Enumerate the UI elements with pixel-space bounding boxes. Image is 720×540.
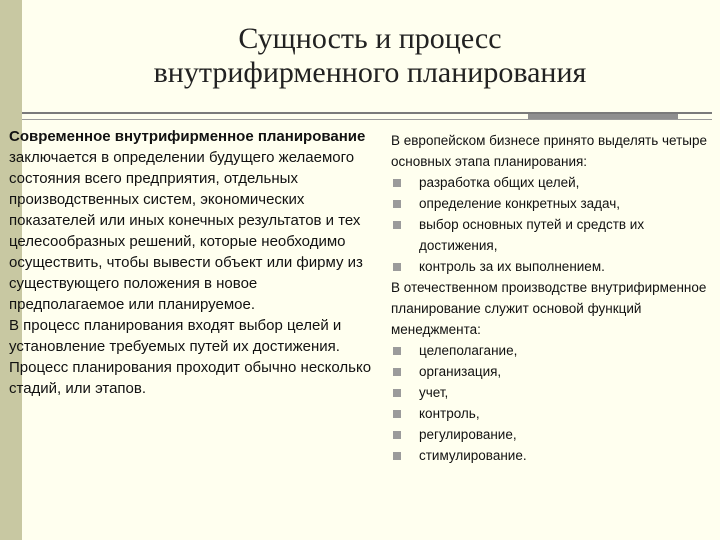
list-item: выбор основных путей и средств их достижения, — [391, 214, 711, 256]
list-item: контроль за их выполнением. — [391, 256, 711, 277]
planning-definition — [9, 126, 374, 315]
right-column — [391, 130, 711, 466]
title-divider-thin — [22, 119, 712, 120]
left-column — [9, 126, 374, 399]
square-bullet-icon — [393, 347, 401, 355]
square-bullet-icon — [393, 368, 401, 376]
definition-text: заключается в определении будущего желаемого состояния всего предприятия, отдельных производственных систем, экономических показателей или иных конечных результатов и тех целесообразных решений, которые необходимо осуществить, чтобы вывести объект или фирму из существующего положения в новое предполагаемое или планируемое. — [9, 149, 363, 313]
european-intro — [391, 130, 711, 172]
european-bold: В европейском бизнесе — [391, 133, 540, 148]
list-item: определение конкретных задач, — [391, 193, 711, 214]
square-bullet-icon — [393, 263, 401, 271]
square-bullet-icon — [393, 221, 401, 229]
functions-list — [391, 340, 711, 466]
title-line-1: Сущность и процесс — [238, 22, 502, 55]
stages-list — [391, 172, 711, 277]
domestic-text: внутрифирменное планирование служит основой функций менеджмента: — [391, 280, 707, 337]
european-text: принято выделять четыре основных этапа планирования: — [391, 133, 707, 169]
list-item: учет, — [391, 382, 711, 403]
domestic-intro — [391, 277, 711, 340]
domestic-bold: В отечественном производстве — [391, 280, 588, 295]
list-item: стимулирование. — [391, 445, 711, 466]
title-line-2: внутрифирменного планирования — [153, 56, 587, 89]
list-item: регулирование, — [391, 424, 711, 445]
square-bullet-icon — [393, 431, 401, 439]
definition-bold-intro: Современное внутрифирменное планирование — [9, 128, 366, 145]
square-bullet-icon — [393, 452, 401, 460]
square-bullet-icon — [393, 179, 401, 187]
list-item: организация, — [391, 361, 711, 382]
square-bullet-icon — [393, 200, 401, 208]
planning-process-paragraph: В процесс планирования входят выбор целей и установление требуемых путей их достижения. — [9, 317, 342, 355]
list-item: целеполагание, — [391, 340, 711, 361]
slide-title — [60, 22, 680, 90]
square-bullet-icon — [393, 410, 401, 418]
planning-stages-paragraph: Процесс планирования проходит обычно несколько стадий, или этапов. — [9, 359, 372, 397]
list-item: разработка общих целей, — [391, 172, 711, 193]
square-bullet-icon — [393, 389, 401, 397]
list-item: контроль, — [391, 403, 711, 424]
